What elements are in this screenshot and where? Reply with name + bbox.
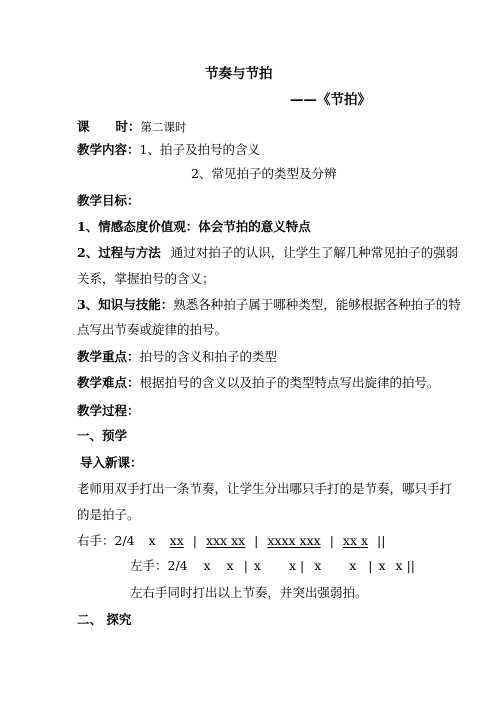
rhythm-seg: x — [395, 558, 403, 573]
barline: | — [300, 558, 305, 573]
goal-3 — [77, 297, 461, 313]
barline: | — [192, 533, 197, 548]
rhythm-seg: xx x — [342, 533, 369, 548]
rhythm-seg: x — [378, 558, 386, 573]
difficulty-label: 教学难点： — [77, 375, 140, 390]
goal-3-label: 3、知识与技能： — [77, 297, 174, 312]
rhythm-seg: x — [226, 558, 234, 573]
goal-2-continued: 关系，掌握拍号的含义； — [77, 271, 215, 286]
goal-1-text: 体会节拍的意义特点 — [198, 219, 311, 234]
process-heading: 教学过程： — [77, 403, 140, 418]
document-subtitle: ——《节拍》 — [290, 92, 371, 108]
rhythm-seg: x — [203, 558, 211, 573]
section-1-heading: 一、预学 — [77, 428, 128, 443]
rhythm-seg: x — [314, 558, 322, 573]
key-point — [77, 349, 277, 365]
goal-3-continued: 点写出节奏或旋律的拍号。 — [77, 322, 228, 337]
lesson-label-b: 时： — [115, 119, 141, 134]
both-hands-text: 左右手同时打出以上节奏，并突出强弱拍。 — [130, 585, 368, 600]
difficulty-text: 根据拍号的含义以及拍子的类型特点写出旋律的拍号。 — [139, 375, 440, 390]
content-line — [77, 142, 260, 158]
goals-heading: 教学目标： — [77, 193, 140, 208]
goal-3-text: 熟悉各种拍子属于哪种类型，能够根据各种拍子的特 — [173, 297, 461, 312]
left-hand-rhythm — [130, 558, 415, 574]
key-label: 教学重点： — [77, 349, 140, 364]
goal-1 — [77, 219, 311, 235]
content-item-1: 1、拍子及拍号的含义 — [139, 142, 260, 157]
rhythm-seg: x — [349, 558, 357, 573]
barline: | — [254, 533, 259, 548]
content-label: 教学内容： — [77, 142, 140, 157]
rhythm-seg: x — [148, 533, 156, 548]
rhythm-seg: x — [288, 558, 297, 573]
double-barline: || — [377, 533, 386, 548]
goal-1-label: 1、情感态度价值观： — [77, 219, 199, 234]
rhythm-seg: xxx xx — [205, 533, 246, 548]
lesson-value: 第二课时 — [140, 120, 187, 134]
rhythm-seg: xxxx xxx — [267, 533, 321, 548]
goal-2 — [77, 245, 458, 261]
intro-text: 老师用双手打出一条节奏，让学生分出哪只手打的是节奏，哪只手打 — [77, 481, 453, 496]
intro-label: 导入新课： — [80, 455, 143, 470]
key-text: 拍号的含义和拍子的类型 — [139, 349, 278, 364]
rhythm-seg: xx — [169, 533, 184, 548]
barline: | — [243, 558, 248, 573]
barline: | — [329, 533, 334, 548]
intro-text-continued: 的是拍子。 — [77, 507, 140, 522]
goal-2-text: 通过对拍子的认识，让学生了解几种常见拍子的强弱 — [170, 245, 459, 260]
goal-2-label: 2、过程与方法 — [77, 245, 161, 260]
section-2-heading: 二、 探究 — [77, 612, 132, 627]
barline: | — [368, 558, 373, 573]
right-hand-label: 右手：2/4 — [77, 533, 135, 548]
rhythm-seg: x — [253, 558, 261, 573]
content-item-2: 2、常见拍子的类型及分辨 — [191, 166, 337, 181]
double-barline: || — [406, 558, 416, 573]
left-hand-label: 左手：2/4 — [130, 558, 188, 573]
lesson-label-a: 课 — [77, 119, 90, 134]
lesson-line — [77, 119, 187, 135]
document-title: 节奏与节拍 — [205, 66, 273, 82]
right-hand-rhythm — [77, 533, 385, 549]
difficulty-point — [77, 375, 440, 391]
